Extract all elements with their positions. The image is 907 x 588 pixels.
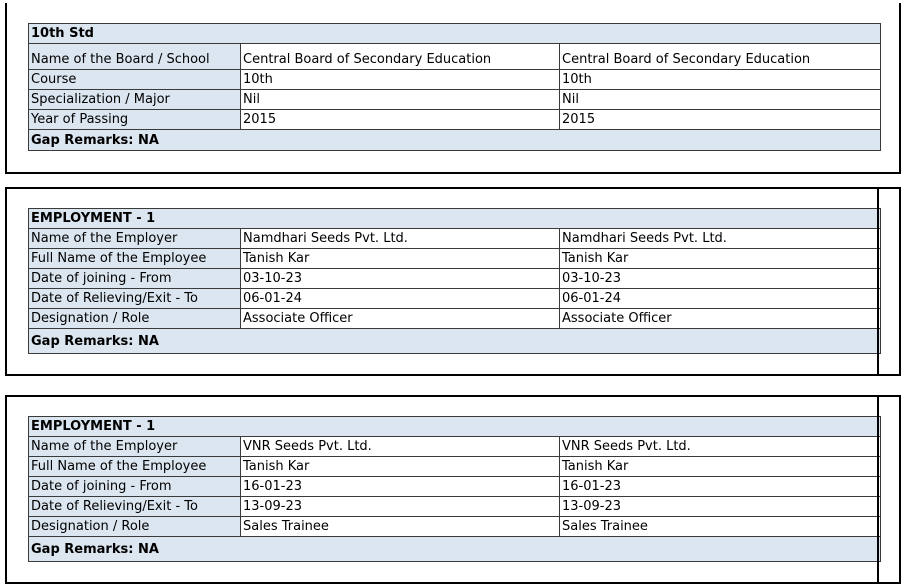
row-value-1: Sales Trainee	[241, 517, 560, 537]
row-value-2: Tanish Kar	[560, 457, 881, 477]
gap-remarks-row	[29, 130, 881, 151]
gap-remarks-row	[29, 537, 881, 562]
table-row	[29, 269, 881, 289]
row-label: Name of the Employer	[29, 437, 241, 457]
employment-table-2	[28, 416, 881, 562]
row-value-1: 10th	[241, 70, 560, 90]
row-value-1: Nil	[241, 90, 560, 110]
row-label: Designation / Role	[29, 517, 241, 537]
gap-remarks: Gap Remarks: NA	[29, 537, 881, 562]
row-value-1: VNR Seeds Pvt. Ltd.	[241, 437, 560, 457]
row-value-1: 13-09-23	[241, 497, 560, 517]
row-value-1: 2015	[241, 110, 560, 130]
section-header-row	[29, 24, 881, 44]
row-label: Course	[29, 70, 241, 90]
table-row	[29, 437, 881, 457]
row-value-1: Namdhari Seeds Pvt. Ltd.	[241, 229, 560, 249]
row-label: Name of the Employer	[29, 229, 241, 249]
row-label: Designation / Role	[29, 309, 241, 329]
row-value-1: Associate Officer	[241, 309, 560, 329]
table-row	[29, 517, 881, 537]
table-row	[29, 229, 881, 249]
gap-remarks-row	[29, 329, 881, 354]
table-row	[29, 70, 881, 90]
education-panel	[5, 3, 901, 174]
row-value-2: Sales Trainee	[560, 517, 881, 537]
row-value-1: 06-01-24	[241, 289, 560, 309]
table-row	[29, 289, 881, 309]
table-row	[29, 44, 881, 70]
row-value-2: Nil	[560, 90, 881, 110]
row-label: Date of Relieving/Exit - To	[29, 497, 241, 517]
row-value-2: 2015	[560, 110, 881, 130]
row-value-2: 06-01-24	[560, 289, 881, 309]
table-row	[29, 457, 881, 477]
row-label: Date of joining - From	[29, 269, 241, 289]
gap-remarks: Gap Remarks: NA	[29, 329, 881, 354]
row-label: Specialization / Major	[29, 90, 241, 110]
row-value-1: 03-10-23	[241, 269, 560, 289]
row-value-2: 16-01-23	[560, 477, 881, 497]
section-heading: EMPLOYMENT - 1	[29, 209, 881, 229]
row-label: Full Name of the Employee	[29, 249, 241, 269]
row-value-1: Tanish Kar	[241, 249, 560, 269]
section-header-row	[29, 209, 881, 229]
row-label: Name of the Board / School	[29, 44, 241, 70]
section-heading: EMPLOYMENT - 1	[29, 417, 881, 437]
row-value-2: Tanish Kar	[560, 249, 881, 269]
table-row	[29, 497, 881, 517]
gap-remarks: Gap Remarks: NA	[29, 130, 881, 151]
row-value-2: 03-10-23	[560, 269, 881, 289]
row-value-2: Namdhari Seeds Pvt. Ltd.	[560, 229, 881, 249]
row-value-2: 10th	[560, 70, 881, 90]
row-label: Full Name of the Employee	[29, 457, 241, 477]
employment-panel-1	[5, 187, 901, 376]
row-label: Date of joining - From	[29, 477, 241, 497]
employment-table-1	[28, 208, 881, 354]
employment-panel-2	[5, 395, 901, 584]
table-row	[29, 309, 881, 329]
row-value-2: Associate Officer	[560, 309, 881, 329]
section-heading: 10th Std	[29, 24, 881, 44]
row-value-2: 13-09-23	[560, 497, 881, 517]
row-value-1: Central Board of Secondary Education	[241, 44, 560, 70]
table-row	[29, 90, 881, 110]
row-value-1: 16-01-23	[241, 477, 560, 497]
row-value-1: Tanish Kar	[241, 457, 560, 477]
table-row	[29, 110, 881, 130]
table-row	[29, 249, 881, 269]
row-label: Year of Passing	[29, 110, 241, 130]
section-header-row	[29, 417, 881, 437]
education-table	[28, 23, 881, 151]
row-value-2: VNR Seeds Pvt. Ltd.	[560, 437, 881, 457]
row-label: Date of Relieving/Exit - To	[29, 289, 241, 309]
table-row	[29, 477, 881, 497]
row-value-2: Central Board of Secondary Education	[560, 44, 881, 70]
